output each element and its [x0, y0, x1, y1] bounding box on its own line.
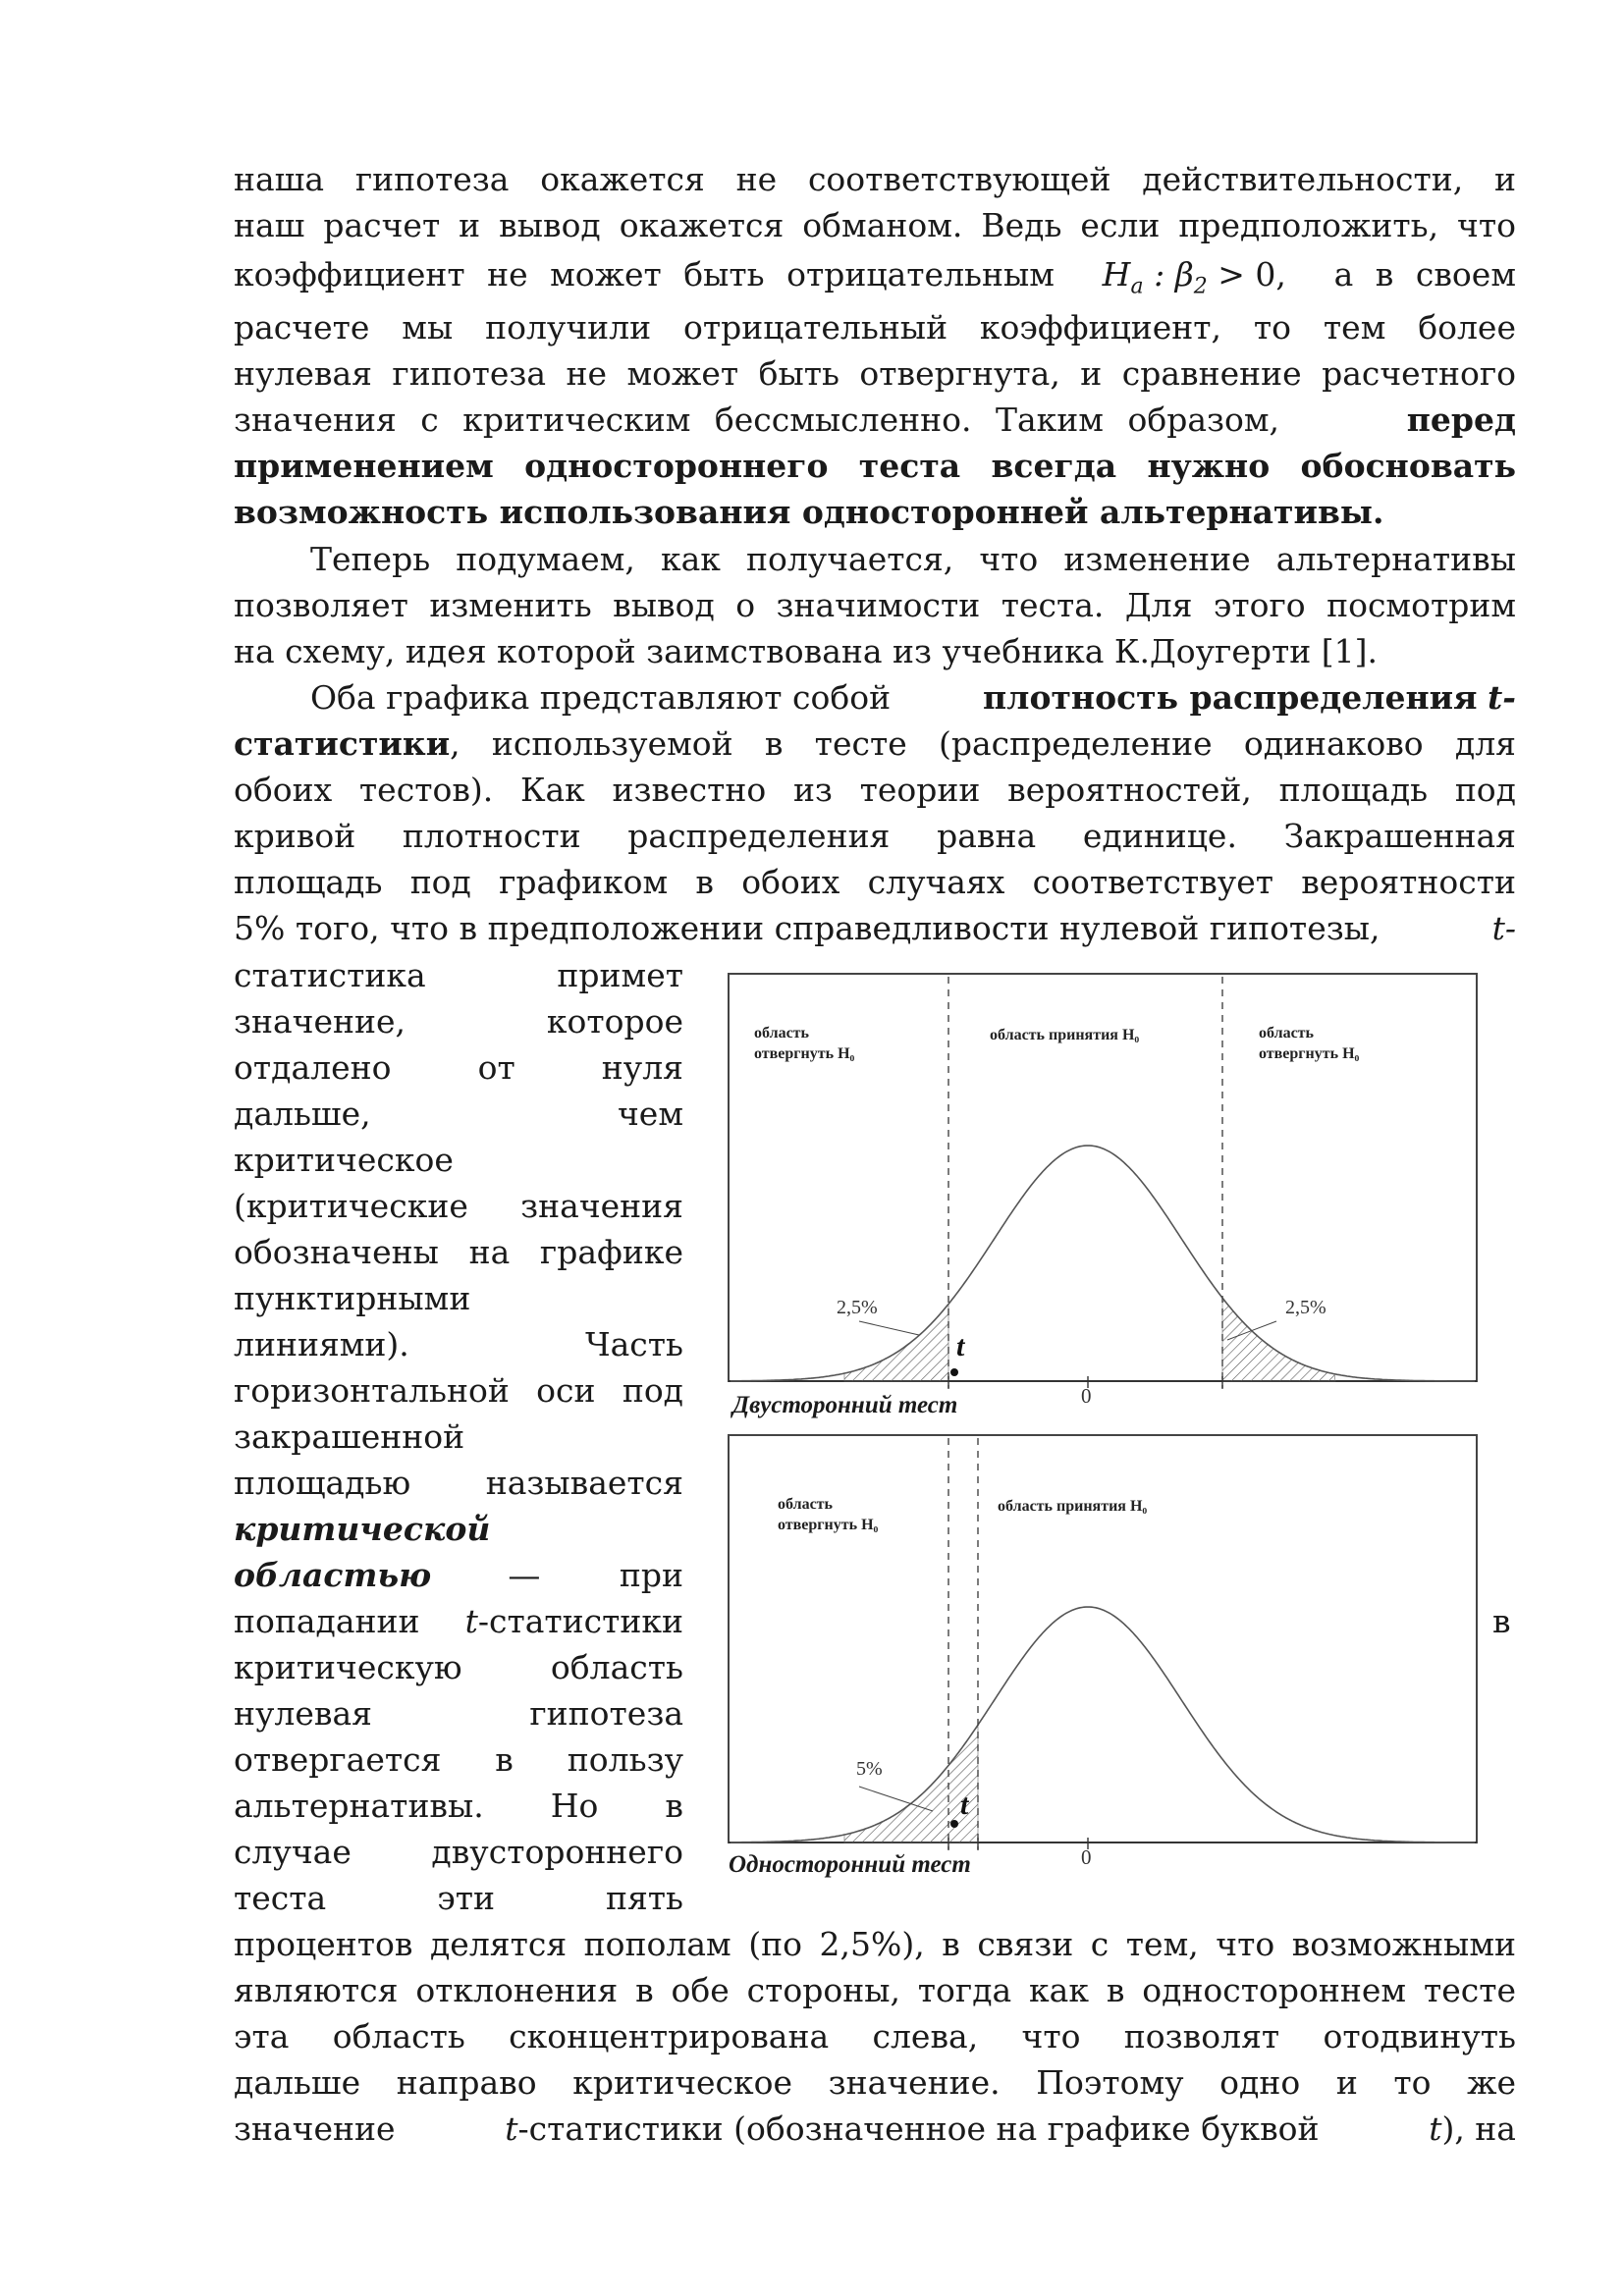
column-line: [234, 1602, 683, 1641]
text-fragment-group: [465, 1602, 683, 1641]
reject-region-label-right: [1259, 1023, 1359, 1064]
column-line: площадью называется: [234, 1464, 683, 1502]
density-curve: [731, 1146, 1475, 1381]
figure-caption: Двусторонний тест: [732, 1392, 958, 1418]
text-line: дальше направо критическое значение. Поэтому одно и то же: [234, 2063, 1516, 2102]
text-line-with-formula: [234, 255, 1516, 307]
text-line: процентов делятся пополам (по 2,5%), в связи с тем, что возможными: [234, 1925, 1516, 1963]
region-label-line: область: [778, 1496, 833, 1513]
t-value-label: t: [956, 1330, 965, 1362]
formula-sub-2: 2: [1193, 274, 1208, 299]
text-fragment: в: [1492, 1602, 1511, 1640]
column-line: теста эти пять: [234, 1879, 683, 1917]
formula-colon: :: [1143, 255, 1175, 294]
column-line: отдалено от нуля: [234, 1048, 683, 1087]
column-line: случае двустороннего: [234, 1833, 683, 1871]
bold-text: перед: [1406, 400, 1516, 439]
text-line: [234, 2109, 1516, 2149]
figure-caption: Односторонний тест: [729, 1851, 971, 1878]
column-line: альтернативы. Но в: [234, 1787, 683, 1825]
text-line: позволяет изменить вывод о значимости теста. Для этого посмотрим: [234, 586, 1516, 624]
text-line: эта область сконцентрирована слева, что позволят отодвинуть: [234, 2017, 1516, 2056]
t-value-dot: [950, 1368, 958, 1376]
bold-text: плотность распределения: [983, 678, 1478, 717]
text-line: [234, 400, 1516, 440]
text-line: обоих тестов). Как известно из теории вероятностей, площадь под: [234, 771, 1516, 809]
column-line: статистика примет: [234, 956, 683, 994]
text-line: наш расчет и вывод окажется обманом. Ведь если предположить, что: [234, 206, 1516, 244]
bold-text: статистики: [234, 724, 451, 763]
percent-label-right: 2,5%: [1285, 1297, 1326, 1318]
zero-tick-label: 0: [1081, 1384, 1092, 1408]
formula-beta: β: [1174, 255, 1194, 294]
accept-region-label: область принятия H₀: [990, 1027, 1140, 1043]
accept-region-label: область принятия H₀: [998, 1498, 1148, 1515]
text-line: на схему, идея которой заимствована из учебника К.Доугерти [1].: [234, 632, 1378, 670]
zero-tick-label: 0: [1081, 1845, 1092, 1869]
region-label-line: отвергнуть H₀: [754, 1045, 855, 1062]
text-fragment-group: [505, 2109, 1319, 2149]
percent-label-left: 2,5%: [837, 1297, 878, 1318]
region-label-line: область: [754, 1025, 809, 1041]
region-label-line: отвергнуть H₀: [778, 1517, 879, 1533]
text-fragment: а в своем: [1333, 255, 1516, 294]
region-label-line: область: [1259, 1025, 1314, 1041]
percent-label-left: 5%: [856, 1758, 883, 1780]
bold-italic-text: t-: [1488, 678, 1516, 717]
column-line: дальше, чем: [234, 1095, 683, 1133]
text-fragment: -статистики: [477, 1602, 683, 1640]
text-fragment: значение: [234, 2109, 396, 2148]
bold-italic-term: критической: [234, 1510, 491, 1548]
column-line: горизонтальной оси под: [234, 1371, 683, 1410]
text-fragment: , используемой в тесте (распределение одинаково для: [450, 724, 1516, 763]
column-line: отвергается в пользу: [234, 1740, 683, 1779]
text-fragment: -статистики (обозначенное на графике буквой: [517, 2109, 1320, 2148]
italic-text: t: [1429, 2109, 1442, 2148]
column-line: нулевая гипотеза: [234, 1694, 683, 1733]
text-line: Теперь подумаем, как получается, что изменение альтернативы: [310, 540, 1516, 578]
bold-text-line: применением одностороннего теста всегда нужно обосновать: [234, 447, 1516, 485]
text-line: расчете мы получили отрицательный коэффициент, то тем более: [234, 308, 1516, 347]
formula-h: H: [1102, 255, 1131, 294]
italic-text: t: [505, 2109, 518, 2148]
hypothesis-formula: [1103, 255, 1286, 307]
text-line: [234, 724, 1516, 764]
bold-italic-term: областью: [234, 1556, 432, 1594]
text-line: площадь под графиком в обоих случаях соответствует вероятности: [234, 863, 1516, 901]
text-fragment: ), на: [1441, 2109, 1516, 2148]
column-line: линиями). Часть: [234, 1325, 683, 1363]
text-line: кривой плотности распределения равна единице. Закрашенная: [234, 817, 1516, 855]
reject-region-label-left: [754, 1023, 854, 1064]
column-line: (критические значения: [234, 1187, 683, 1225]
reject-region-label: [778, 1494, 878, 1535]
text-fragment: значения с критическим бессмысленно. Таким образом,: [234, 400, 1280, 439]
region-label-line: отвергнуть H₀: [1259, 1045, 1360, 1062]
text-fragment-group: [1429, 2109, 1516, 2149]
t-value-label: t: [960, 1789, 969, 1821]
t-value-dot: [950, 1820, 958, 1828]
text-line: [310, 678, 1516, 718]
italic-text: t: [464, 1602, 478, 1640]
text-fragment-group: [983, 678, 1516, 718]
text-line: нулевая гипотеза не может быть отвергнута, и сравнение расчетного: [234, 354, 1516, 393]
pointer-line: [859, 1321, 919, 1335]
column-line: значение, которое: [234, 1002, 683, 1041]
column-line: пунктирными: [234, 1279, 471, 1317]
formula-sub-a: a: [1130, 274, 1144, 299]
density-curve: [731, 1607, 1475, 1842]
text-fragment: — при: [508, 1556, 683, 1594]
column-line: обозначены на графике: [234, 1233, 683, 1271]
bold-text-line: возможность использования односторонней альтернативы.: [234, 493, 1384, 531]
column-line: критическую область: [234, 1648, 683, 1686]
column-line: критическое: [234, 1141, 454, 1179]
text-fragment: 5% того, что в предположении справедливости нулевой гипотезы,: [234, 909, 1380, 947]
text-fragment: Оба графика представляют собой: [310, 678, 892, 717]
text-fragment: попадании: [234, 1602, 420, 1640]
column-line: [234, 1556, 683, 1595]
text-fragment: коэффициент не может быть отрицательным: [234, 255, 1055, 294]
text-line: являются отклонения в обе стороны, тогда как в одностороннем тесте: [234, 1971, 1516, 2009]
italic-text: t-: [1491, 909, 1516, 947]
text-line: наша гипотеза окажется не соответствующей действительности, и: [234, 160, 1516, 198]
text-line: [234, 909, 1516, 948]
column-line: закрашенной: [234, 1417, 465, 1456]
formula-rest: > 0,: [1207, 255, 1286, 294]
